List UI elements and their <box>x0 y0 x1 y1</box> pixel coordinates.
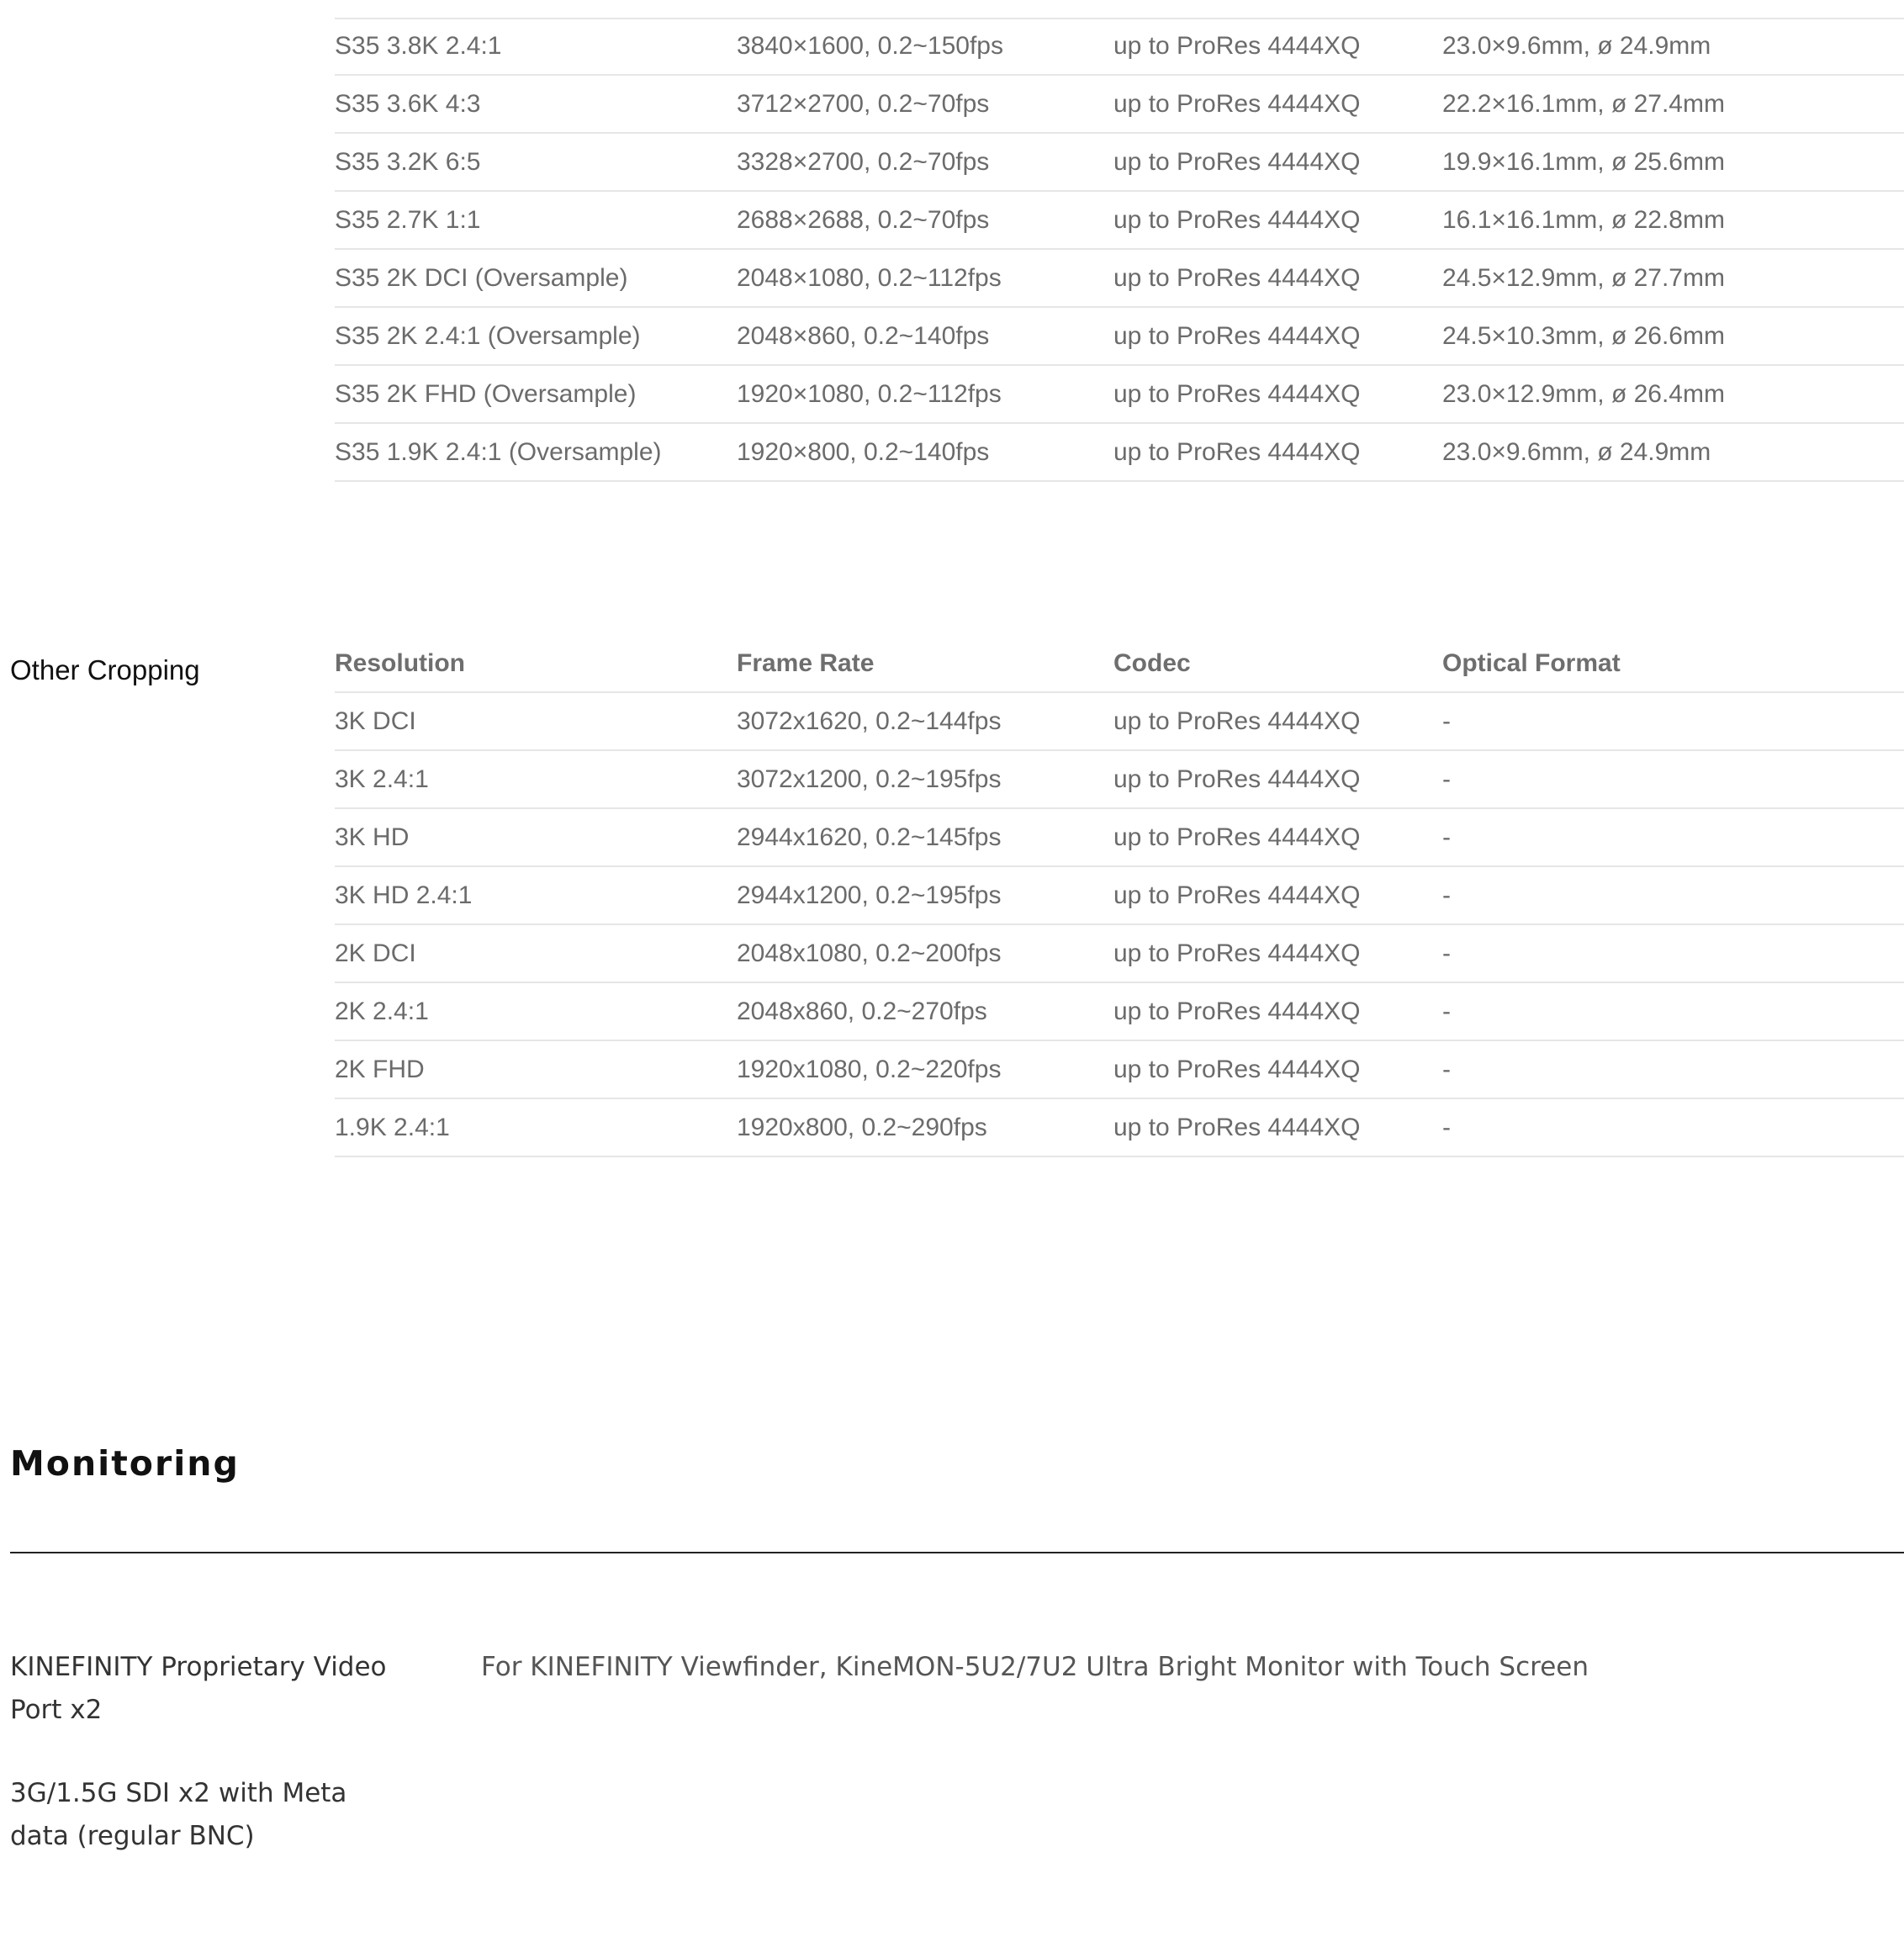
cell-resolution: 2K DCI <box>335 924 737 982</box>
cell-resolution: S35 2K 2.4:1 (Oversample) <box>335 307 737 365</box>
cell-optical-format: - <box>1442 1040 1904 1098</box>
cell-frame-rate: 1920×800, 0.2~140fps <box>737 423 1113 481</box>
cell-codec: up to ProRes 4444XQ <box>1113 133 1442 191</box>
cell-codec: up to ProRes 4444XQ <box>1113 191 1442 249</box>
cell-optical-format: - <box>1442 866 1904 924</box>
cell-codec: up to ProRes 4444XQ <box>1113 866 1442 924</box>
cell-codec: up to ProRes 4444XQ <box>1113 1040 1442 1098</box>
cell-codec: up to ProRes 4444XQ <box>1113 423 1442 481</box>
cell-resolution: 2K 2.4:1 <box>335 982 737 1040</box>
header-optical-format: Optical Format <box>1442 635 1904 692</box>
cell-frame-rate: 2688×2688, 0.2~70fps <box>737 191 1113 249</box>
cell-optical-format: 24.5×12.9mm, ø 27.7mm <box>1442 249 1904 307</box>
table-row <box>335 365 1904 423</box>
cell-codec: up to ProRes 4444XQ <box>1113 982 1442 1040</box>
cell-optical-format: 23.0×12.9mm, ø 26.4mm <box>1442 365 1904 423</box>
cell-optical-format: 19.9×16.1mm, ø 25.6mm <box>1442 133 1904 191</box>
table-row <box>335 750 1904 808</box>
monitoring-port-name: KINEFINITY Proprietary Video Port x2 <box>10 1652 387 1725</box>
table-row <box>335 191 1904 249</box>
cell-frame-rate: 2944x1620, 0.2~145fps <box>737 808 1113 866</box>
cell-resolution: S35 2K DCI (Oversample) <box>335 249 737 307</box>
cell-optical-format: 24.5×10.3mm, ø 26.6mm <box>1442 307 1904 365</box>
cell-resolution: 3K DCI <box>335 692 737 750</box>
table-row <box>335 924 1904 982</box>
table-row <box>335 1098 1904 1156</box>
cell-optical-format: - <box>1442 750 1904 808</box>
cell-resolution: 3K HD <box>335 808 737 866</box>
other-cropping-table <box>335 635 1904 1157</box>
cell-resolution: 2K FHD <box>335 1040 737 1098</box>
cell-frame-rate: 1920×1080, 0.2~112fps <box>737 365 1113 423</box>
table-row <box>335 982 1904 1040</box>
section-divider <box>10 1552 1904 1553</box>
table-row <box>335 1040 1904 1098</box>
cell-frame-rate: 1920x1080, 0.2~220fps <box>737 1040 1113 1098</box>
cell-resolution: S35 3.8K 2.4:1 <box>335 18 737 75</box>
table-row <box>335 18 1904 75</box>
cell-resolution: S35 2.7K 1:1 <box>335 191 737 249</box>
cell-codec: up to ProRes 4444XQ <box>1113 1098 1442 1156</box>
cell-frame-rate: 3072x1620, 0.2~144fps <box>737 692 1113 750</box>
cell-optical-format: 23.0×9.6mm, ø 24.9mm <box>1442 423 1904 481</box>
cell-optical-format: - <box>1442 982 1904 1040</box>
cell-codec: up to ProRes 4444XQ <box>1113 750 1442 808</box>
cell-frame-rate: 3712×2700, 0.2~70fps <box>737 75 1113 133</box>
cell-optical-format: 16.1×16.1mm, ø 22.8mm <box>1442 191 1904 249</box>
header-codec: Codec <box>1113 635 1442 692</box>
cell-resolution: 3K HD 2.4:1 <box>335 866 737 924</box>
cell-optical-format: 23.0×9.6mm, ø 24.9mm <box>1442 18 1904 75</box>
cell-codec: up to ProRes 4444XQ <box>1113 808 1442 866</box>
cell-frame-rate: 2048x1080, 0.2~200fps <box>737 924 1113 982</box>
table-row <box>335 249 1904 307</box>
cell-codec: up to ProRes 4444XQ <box>1113 249 1442 307</box>
cell-codec: up to ProRes 4444XQ <box>1113 692 1442 750</box>
table-row <box>335 307 1904 365</box>
cell-frame-rate: 1920x800, 0.2~290fps <box>737 1098 1113 1156</box>
table-row-partial <box>335 0 1904 19</box>
cell-codec: up to ProRes 4444XQ <box>1113 365 1442 423</box>
header-frame-rate: Frame Rate <box>737 635 1113 692</box>
cell-codec: up to ProRes 4444XQ <box>1113 924 1442 982</box>
cell-frame-rate: 2048×860, 0.2~140fps <box>737 307 1113 365</box>
header-resolution: Resolution <box>335 635 737 692</box>
table-row <box>335 866 1904 924</box>
cell-resolution: 1.9K 2.4:1 <box>335 1098 737 1156</box>
cell-codec: up to ProRes 4444XQ <box>1113 18 1442 75</box>
cell-optical-format: - <box>1442 924 1904 982</box>
other-cropping-table-body <box>335 692 1904 1156</box>
cell-frame-rate: 3072x1200, 0.2~195fps <box>737 750 1113 808</box>
cell-codec: up to ProRes 4444XQ <box>1113 75 1442 133</box>
cell-optical-format: - <box>1442 808 1904 866</box>
cell-frame-rate: 2048x860, 0.2~270fps <box>737 982 1113 1040</box>
table-row <box>335 423 1904 481</box>
cell-resolution: S35 3.6K 4:3 <box>335 75 737 133</box>
table-row <box>335 75 1904 133</box>
table-header-row <box>335 635 1904 692</box>
s35-table-body <box>335 18 1904 481</box>
cell-frame-rate: 2944x1200, 0.2~195fps <box>737 866 1113 924</box>
cell-resolution: S35 3.2K 6:5 <box>335 133 737 191</box>
cell-frame-rate: 3840×1600, 0.2~150fps <box>737 18 1113 75</box>
table-row <box>335 133 1904 191</box>
monitoring-port-description: For KINEFINITY Viewfinder, KineMON-5U2/7U2 Ultra Bright Monitor with Touch Screen <box>481 1652 1589 1682</box>
s35-format-table <box>335 18 1904 482</box>
cell-optical-format: - <box>1442 1098 1904 1156</box>
cell-resolution: S35 1.9K 2.4:1 (Oversample) <box>335 423 737 481</box>
monitoring-port-name: 3G/1.5G SDI x2 with Meta data (regular BNC) <box>10 1778 347 1851</box>
cell-frame-rate: 2048×1080, 0.2~112fps <box>737 249 1113 307</box>
cell-codec: up to ProRes 4444XQ <box>1113 307 1442 365</box>
cell-optical-format: 22.2×16.1mm, ø 27.4mm <box>1442 75 1904 133</box>
other-cropping-label: Other Cropping <box>10 654 200 685</box>
monitoring-heading: Monitoring <box>10 1443 240 1484</box>
cell-optical-format: - <box>1442 692 1904 750</box>
table-row <box>335 692 1904 750</box>
cell-frame-rate: 3328×2700, 0.2~70fps <box>737 133 1113 191</box>
table-row <box>335 808 1904 866</box>
cell-resolution: S35 2K FHD (Oversample) <box>335 365 737 423</box>
cell-resolution: 3K 2.4:1 <box>335 750 737 808</box>
